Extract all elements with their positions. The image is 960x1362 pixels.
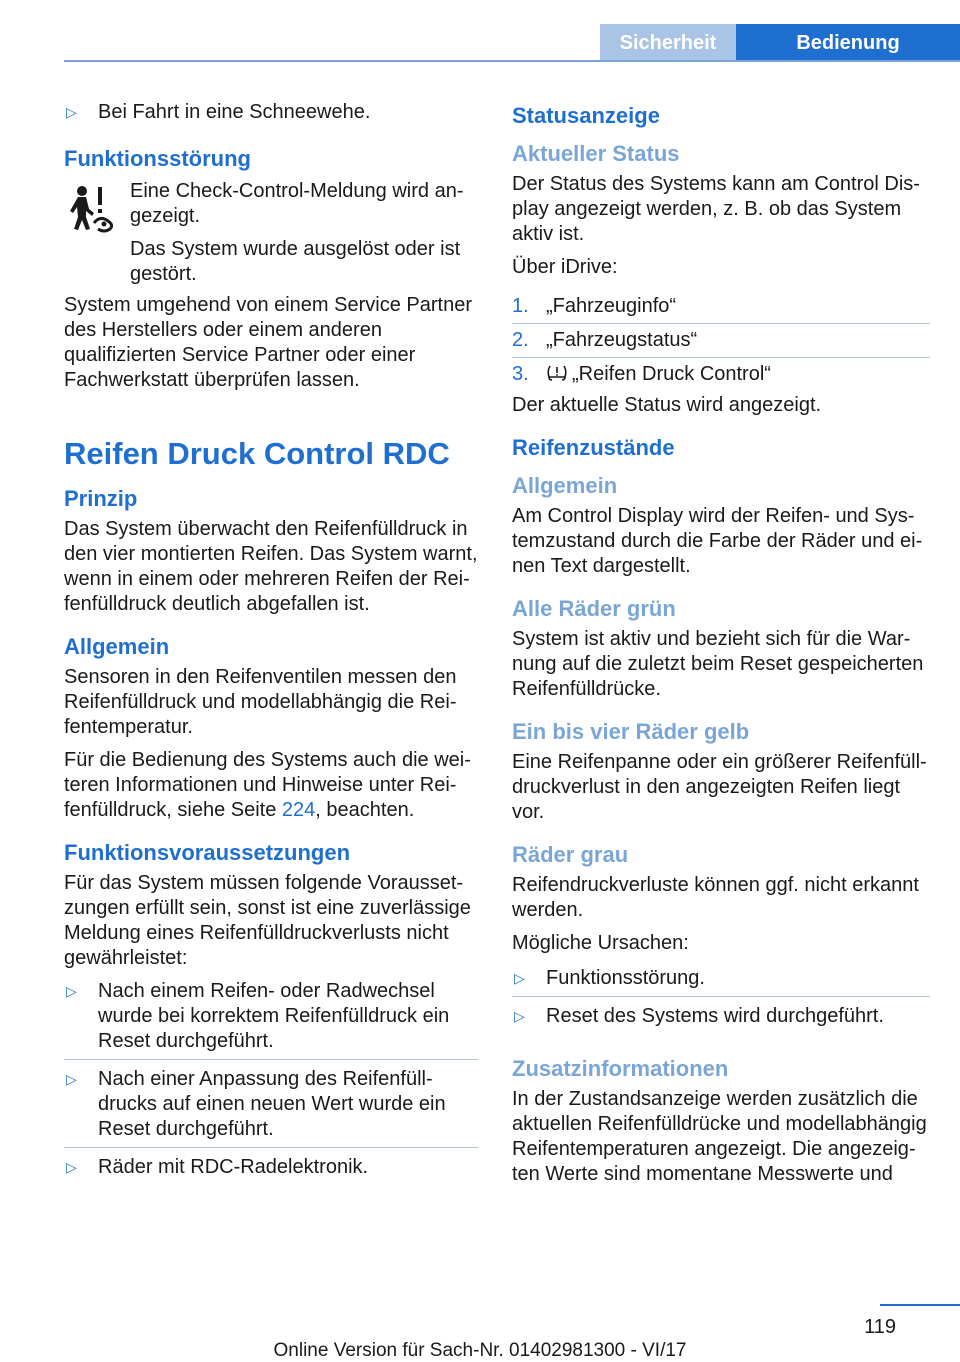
paragraph: Eine Check-Control-Meldung wird angezeigt. (130, 180, 464, 227)
triangle-right-bullet-icon: ▷ (66, 1159, 77, 1175)
list-item (64, 979, 478, 1054)
paragraph: System umgehend von einem Service Partner des Herstellers oder einem anderen qualifizierten Service Partner oder einer Fachwerkstatt überprüfen lassen. (64, 294, 472, 391)
list-divider (64, 1059, 478, 1060)
paragraph: Am Control Display wird der Reifen- und Systemzustand durch die Farbe der Räder und einen Text dargestellt. (512, 505, 923, 577)
chapter-title: Reifen Druck Control RDC (64, 436, 450, 471)
paragraph (64, 748, 478, 823)
step-text: „Fahrzeugstatus“ (546, 329, 698, 351)
triangle-right-bullet-icon: ▷ (514, 1008, 525, 1024)
text-span: Für die Bedienung des Systems auch die weiteren Informationen und Hinweise unter Reifenfülldruck, siehe Seite (64, 749, 471, 821)
list-item-text: Funktionsstörung. (546, 967, 705, 989)
step-text: „Fahrzeuginfo“ (546, 295, 677, 317)
tire-pressure-icon (546, 363, 568, 383)
list-item (512, 1004, 930, 1029)
step-number: 1. (512, 295, 529, 317)
heading-funktionsstoerung: Funktionsstörung (64, 146, 251, 171)
triangle-right-bullet-icon: ▷ (66, 104, 77, 120)
text-span: , beachten. (315, 799, 415, 821)
heading-allgemein: Allgemein (512, 473, 618, 498)
step-number: 3. (512, 363, 529, 385)
tab-sicherheit[interactable]: Sicherheit (600, 24, 736, 62)
list-item-text: Nach einer Anpassung des Reifenfülldrucks auf einen neuen Wert wurde ein Reset durchgeführt. (98, 1068, 446, 1140)
heading-raeder-grau: Räder grau (512, 842, 629, 867)
list-divider (64, 1147, 478, 1148)
list-item-text: Reset des Systems wird durchgeführt. (546, 1005, 884, 1027)
list-item (64, 1155, 478, 1180)
paragraph: Über iDrive: (512, 256, 618, 278)
step-item (512, 328, 930, 353)
footer-text: Online Version für Sach-Nr. 01402981300 - VI/17 (273, 1340, 687, 1361)
triangle-right-bullet-icon: ▷ (514, 970, 525, 986)
paragraph: Der Status des Systems kann am Control Display angezeigt werden, z. B. ob das System aktiv ist. (512, 173, 920, 245)
heading-aktueller-status: Aktueller Status (512, 141, 680, 166)
list-item-text: Bei Fahrt in eine Schneewehe. (98, 101, 371, 123)
list-divider (512, 357, 930, 358)
heading-allgemein: Allgemein (64, 634, 170, 659)
heading-raeder-gelb: Ein bis vier Räder gelb (512, 719, 750, 744)
heading-reifenzustaende: Reifenzustände (512, 435, 675, 460)
list-item (64, 100, 478, 125)
step-number: 2. (512, 329, 529, 351)
triangle-right-bullet-icon: ▷ (66, 1071, 77, 1087)
step-item (512, 294, 930, 319)
header-rule (64, 60, 960, 62)
pedestrian-warning-icon (64, 179, 120, 235)
footer-rule (880, 1304, 960, 1306)
paragraph: Das System wurde ausgelöst oder ist gestört. (130, 238, 461, 285)
step-item (512, 362, 930, 387)
list-divider (512, 323, 930, 324)
heading-prinzip: Prinzip (64, 486, 138, 511)
page-number: 119 (864, 1316, 896, 1338)
page-link[interactable]: 224 (281, 799, 316, 821)
paragraph: Sensoren in den Reifenventilen messen den Reifenfülldruck und modellabhängig die Reifentemperatur. (64, 666, 457, 738)
triangle-right-bullet-icon: ▷ (66, 983, 77, 999)
list-item (64, 1067, 478, 1142)
list-item-text: Nach einem Reifen- oder Radwechsel wurde bei korrektem Reifenfülldruck ein Reset durchgeführt. (98, 980, 450, 1052)
list-divider (512, 996, 930, 997)
paragraph: Mögliche Ursachen: (512, 932, 689, 954)
paragraph: Reifendruckverluste können ggf. nicht erkannt werden. (512, 874, 919, 921)
paragraph: Eine Reifenpanne oder ein größerer Reifenfülldruckverlust in den angezeigten Reifen liegt vor. (512, 751, 927, 823)
step-text: „Reifen Druck Control“ (572, 363, 771, 385)
heading-statusanzeige: Statusanzeige (512, 103, 660, 128)
list-item-text: Räder mit RDC-Radelektronik. (98, 1156, 369, 1178)
tab-bedienung[interactable]: Bedienung (736, 24, 960, 62)
warning-block (64, 179, 478, 287)
left-column (64, 100, 478, 1180)
paragraph: Das System überwacht den Reifenfülldruck in den vier montierten Reifen. Das System warnt, wenn in einem oder mehreren Reifen der Reifenfülldruck deutlich abgefallen ist. (64, 518, 478, 615)
heading-funktionsvoraussetzungen: Funktionsvoraussetzungen (64, 840, 351, 865)
right-column (512, 100, 930, 1195)
paragraph: In der Zustandsanzeige werden zusätzlich die aktuellen Reifenfülldrücke und modellabhängig Reifentemperaturen angezeigt. Die angezeigten Werte sind momentane Messwerte und (512, 1088, 927, 1185)
heading-alle-raeder-gruen: Alle Räder grün (512, 596, 676, 621)
list-item (512, 966, 930, 991)
paragraph: Für das System müssen folgende Voraussetzungen erfüllt sein, sonst ist eine zuverlässige Meldung eines Reifenfülldruckverlusts nicht gewährleistet: (64, 872, 471, 969)
paragraph: System ist aktiv und bezieht sich für die Warnung auf die zuletzt beim Reset gespeicherten Reifenfülldrücke. (512, 628, 924, 700)
heading-zusatzinformationen: Zusatzinformationen (512, 1056, 729, 1081)
paragraph: Der aktuelle Status wird angezeigt. (512, 394, 822, 416)
